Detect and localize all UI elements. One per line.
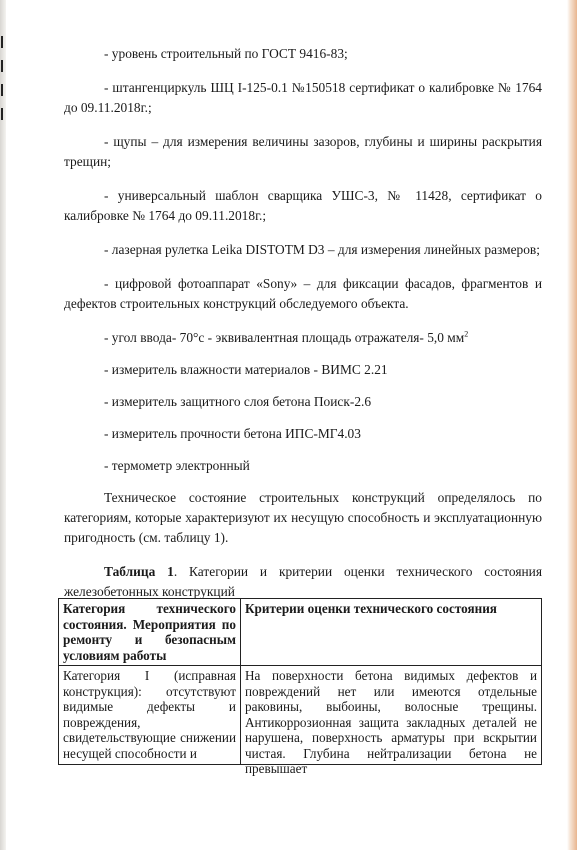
equipment-item-level: - уровень строительный по ГОСТ 9416-83; (104, 46, 348, 61)
angle-text: - угол ввода- 70°с - эквивалентная площадь отражателя- 5,0 мм (104, 330, 465, 345)
binding-mark (1, 36, 3, 48)
equipment-item-moisture-meter: - измеритель влажности материалов - ВИМС 2.21 (104, 362, 388, 377)
header-category: Категория технического состояния. Мероприятия по ремонту и безопасным условиям работы (59, 599, 241, 666)
binding-mark (1, 60, 3, 72)
document-body (64, 44, 542, 602)
binding-mark (1, 108, 3, 120)
table-header-row (59, 599, 542, 666)
angle-superscript: 2 (464, 329, 469, 339)
equipment-item-strength-meter: - измеритель прочности бетона ИПС-МГ4.03 (104, 426, 361, 441)
cell-category-1 (59, 666, 241, 765)
cell-category-1-text: Категория I (исправная конструкция): отсутствуют видимые дефекты и повреждения, свидетельствующие снижении несущей способности и (63, 668, 236, 761)
table-row (59, 666, 542, 765)
page-right-edge (567, 0, 577, 850)
equipment-item-thermometer: - термометр электронный (104, 458, 250, 473)
criteria-table (58, 598, 542, 776)
binding-mark (1, 84, 3, 96)
cell-criteria-1-text: На поверхности бетона видимых дефектов и повреждений нет или имеются отдельные раковины, выбоины, волосные трещины. Антикоррозионная защита закладных деталей не нарушена, поверхность арматуры при вскрытии чистая. Глубина нейтрализации бетона не превышает (245, 668, 537, 776)
condition-paragraph: Техническое состояние строительных конструкций определялось по категориям, которые характеризуют их несущую способность и эксплуатационную пригодность (см. таблицу 1). (64, 490, 542, 545)
equipment-item-feelers: - щупы – для измерения величины зазоров, глубины и ширины раскрытия трещин; (64, 134, 542, 169)
table-caption-text: . Категории и критерии оценки технического состояния железобетонных конструкций (64, 564, 542, 599)
equipment-item-laser-meter: - лазерная рулетка Leika DISTOTM D3 – для измерения линейных размеров; (104, 242, 540, 257)
equipment-item-angle (64, 328, 542, 348)
table-caption-label: Таблица 1 (104, 564, 174, 579)
cell-criteria-1 (241, 666, 542, 776)
table-caption (64, 562, 542, 602)
equipment-item-cover-meter: - измеритель защитного слоя бетона Поиск-2.6 (104, 394, 372, 409)
equipment-item-welder-template: - универсальный шаблон сварщика УШС-3, № 11428, сертификат о калибровке № 1764 до 09.11.2018г.; (64, 188, 542, 223)
equipment-item-camera: - цифровой фотоаппарат «Sony» – для фиксации фасадов, фрагментов и дефектов строительных конструкций обследуемого объекта. (64, 276, 542, 311)
header-criteria: Критерии оценки технического состояния (241, 599, 542, 666)
page-left-edge (0, 0, 6, 850)
equipment-item-caliper: - штангенциркуль ШЦ I-125-0.1 №150518 сертификат о калибровке № 1764 до 09.11.2018г.; (64, 80, 542, 115)
